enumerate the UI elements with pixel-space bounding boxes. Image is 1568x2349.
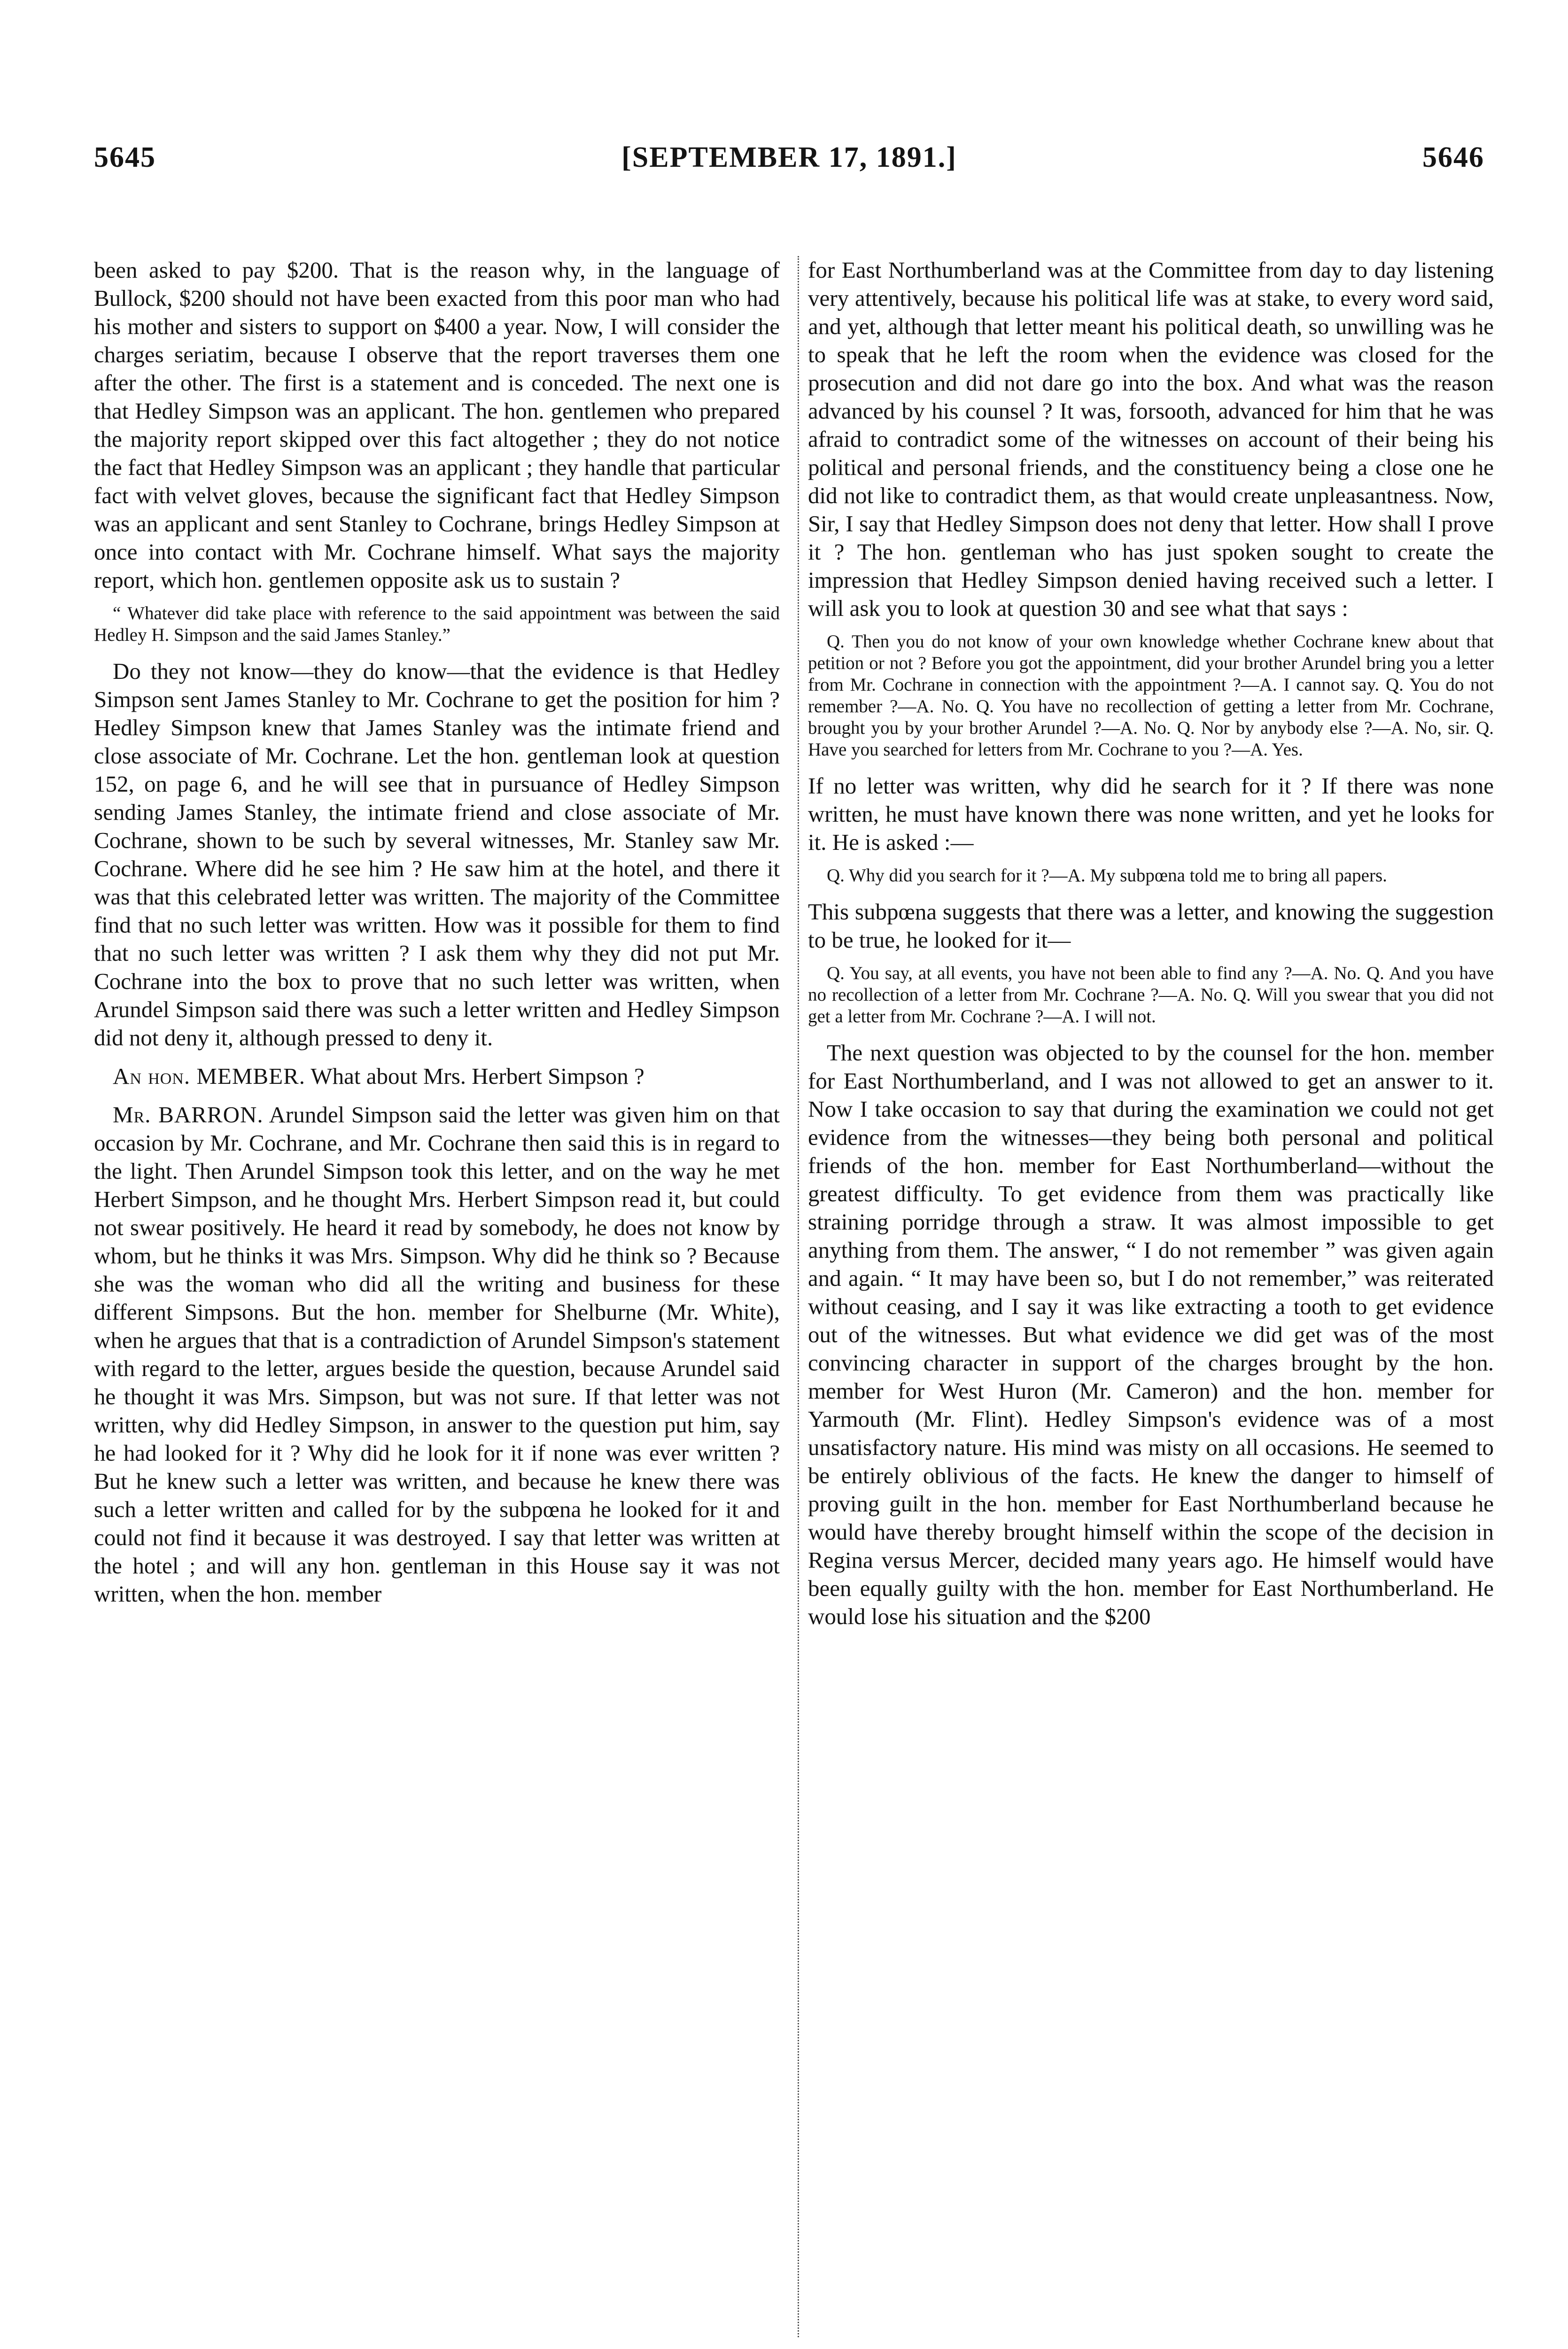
block-quote: Q. Then you do not know of your own knowledge whether Cochrane knew about that petition or not ? Before you got the appointment, did your brother Arundel bring you a letter from Mr. Cochrane in connection with the appointment ?—A. I cannot say. Q. You do not remember ?—A. No. Q. You have no recollection of getting a letter from Mr. Cochrane, brought you by your brother Arundel ?—A. No. Q. Nor by anybody else ?—A. No, sir. Q. Have you searched for letters from Mr. Cochrane to you ?—A. Yes. bbox=[808, 631, 1494, 760]
speaker-paragraph bbox=[94, 1062, 780, 1090]
speaker-name: Mr. BARRON. bbox=[113, 1102, 264, 1128]
block-quote: Q. Why did you search for it ?—A. My subpœna told me to bring all papers. bbox=[827, 865, 1387, 886]
speech-text: Arundel Simpson said the letter was given him on that occasion by Mr. Cochrane, and Mr. Cochrane then said this is in regard to the light. Then Arundel Simpson took this letter, and on the way he met Herbert Simpson, and he thought Mrs. Herbert Simpson read it, but could not swear positively. He heard it read by somebody, he does not know by whom, but he thinks it was Mrs. Simpson. Why did he think so ? Because she was the woman who did all the writing and business for these different Simpsons. But the hon. member for Shelburne (Mr. White), when he argues that that is a contradiction of Arundel Simpson's statement with regard to the letter, argues beside the question, because Arundel said he thought it was Mrs. Simpson, but was not sure. If that letter was not written, why did Hedley Simpson, in answer to the question put him, say he had looked for it ? Why did he look for it if none was ever written ? But he knew such a letter was written, and because he knew there was such a letter written and called for by the subpœna he looked for it and could not find it because it was destroyed. I say that letter was written at the hotel ; and will any hon. gentleman in this House say it was not written, when the hon. member bbox=[94, 1102, 780, 1607]
speech-text: What about Mrs. Herbert Simpson ? bbox=[310, 1063, 644, 1089]
page-date: [SEPTEMBER 17, 1891.] bbox=[621, 141, 957, 173]
paragraph: Do they not know—they do know—that the evidence is that Hedley Simpson sent James Stanley to Mr. Cochrane to get the position for him ? Hedley Simpson knew that James Stanley was the intimate friend and close associate of Mr. Cochrane. Let the hon. gentleman look at question 152, on page 6, and he will see that in pursuance of Hedley Simpson sending James Stanley, the intimate friend and close associate of Mr. Cochrane, shown to be such by several witnesses, Mr. Stanley saw Mr. Cochrane. Where did he see him ? He saw him at the hotel, and there it was that this celebrated letter was written. The majority of the Committee find that no such letter was written. How was it possible for them to find that no such letter was written ? I ask them why they did not put Mr. Cochrane into the box to prove that no such letter was written, when Arundel Simpson said there was such a letter written and Hedley Simpson did not deny it, although pressed to deny it. bbox=[94, 658, 780, 1050]
right-column bbox=[808, 256, 1494, 2349]
paragraph: been asked to pay $200. That is the reason why, in the language of Bullock, $200 should not have been exacted from this poor man who had his mother and sisters to support on $400 a year. Now, I will consider the charges seriatim, because I observe that the report traverses them one after the other. The first is a statement and is conceded. The next one is that Hedley Simpson was an applicant. The hon. gentlemen who prepared the majority report skipped over this fact altogether ; they do not notice the fact that Hedley Simpson was an applicant ; they handle that particular fact with velvet gloves, because the significant fact that Hedley Simpson was an applicant and sent Stanley to Cochrane, brings Hedley Simpson at once into contact with Mr. Cochrane himself. What says the majority report, which hon. gentlemen opposite ask us to sustain ? bbox=[94, 257, 780, 593]
paragraph: for East Northumberland was at the Committee from day to day listening very attentively, because his political life was at stake, to every word said, and yet, although that letter meant his political death, so unwilling was he to speak that he left the room when the evidence was closed for the prosecution and did not dare go into the box. And what was the reason advanced by his counsel ? It was, forsooth, advanced for him that he was afraid to contradict some of the witnesses on account of their being his political and personal friends, and the constituency being a close one he did not like to contradict them, as that would create unpleasantness. Now, Sir, I say that Hedley Simpson does not deny that letter. How shall I prove it ? The hon. gentleman who has just spoken sought to create the impression that Hedley Simpson denied having received such a letter. I will ask you to look at question 30 and see what that says : bbox=[808, 257, 1494, 621]
speaker-name: An hon. MEMBER. bbox=[113, 1063, 305, 1089]
paragraph: If no letter was written, why did he search for it ? If there was none written, he must have known there was none written, and yet he looks for it. He is asked :— bbox=[808, 773, 1494, 855]
page-header bbox=[94, 141, 1484, 193]
column-divider bbox=[798, 256, 799, 2337]
page-number-right: 5646 bbox=[1422, 141, 1484, 173]
speaker-paragraph bbox=[94, 1101, 780, 1608]
page-number-left: 5645 bbox=[94, 141, 156, 173]
block-quote: Q. You say, at all events, you have not been able to find any ?—A. No. Q. And you have no recollection of a letter from Mr. Cochrane ?—A. No. Q. Will you swear that you did not get a letter from Mr. Cochrane ?—A. I will not. bbox=[808, 963, 1494, 1027]
paragraph: The next question was objected to by the counsel for the hon. member for East Northumberland, and I was not allowed to get an answer to it. Now I take occasion to say that during the examination we could not get evidence from the witnesses—they being both personal and political friends of the hon. member for East Northumberland—without the greatest difficulty. To get evidence from them was practically like straining porridge through a straw. It was almost impossible to get anything from them. The answer, “ I do not remember ” was given again and again. “ It may have been so, but I do not remember,” was reiterated without ceasing, and I say it was like extracting a tooth to get evidence out of the witnesses. But what evidence we did get was of the most convincing character in support of the charges brought by the hon. member for West Huron (Mr. Cameron) and the hon. member for Yarmouth (Mr. Flint). Hedley Simpson's evidence was of a most unsatisfactory nature. His mind was misty on all occasions. He seemed to be entirely oblivious of the facts. He knew the danger to himself of proving guilt in the hon. member for East Northumberland because he would have thereby brought himself within the scope of the decision in Regina versus Mercer, decided many years ago. He himself would have been equally guilty with the hon. member for East Northumberland. He would lose his situation and the $200 bbox=[808, 1040, 1494, 1629]
left-column bbox=[94, 256, 780, 2349]
paragraph: This subpœna suggests that there was a letter, and knowing the suggestion to be true, he looked for it— bbox=[808, 899, 1494, 953]
block-quote: “ Whatever did take place with reference to the said appointment was between the said Hedley H. Simpson and the said James Stanley.” bbox=[94, 603, 780, 645]
